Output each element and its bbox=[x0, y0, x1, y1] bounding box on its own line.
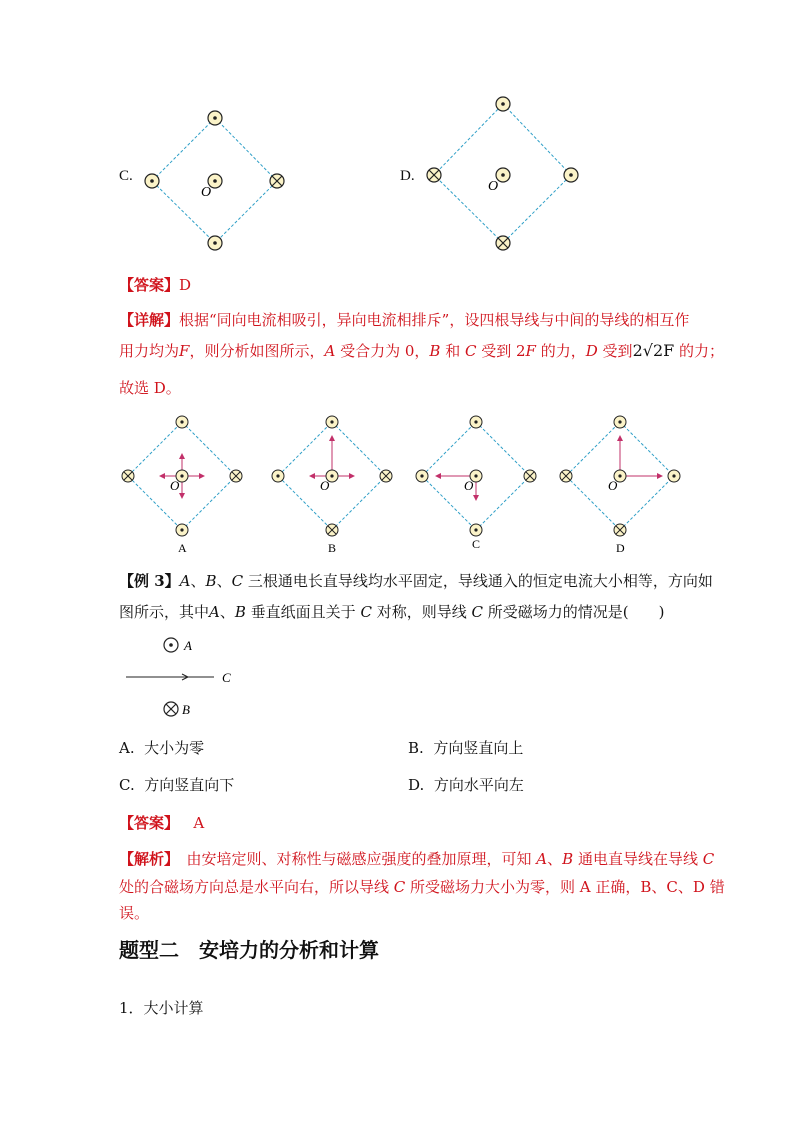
answer-value: D bbox=[179, 276, 192, 294]
svg-text:O: O bbox=[170, 478, 180, 493]
answer-value: A bbox=[193, 814, 205, 832]
option-d[interactable]: D. 方向水平向左 bbox=[408, 776, 524, 794]
answer-2 bbox=[119, 812, 204, 834]
option-b[interactable]: B. 方向竖直向上 bbox=[408, 739, 524, 757]
diagram-label-b: B bbox=[328, 541, 337, 555]
wire-in-icon bbox=[270, 174, 284, 188]
detail-line-3: 故选 D。 bbox=[119, 379, 181, 397]
analysis-line-1: 【解析】 由安培定则、对称性与磁感应强度的叠加原理，可知 A、B 通电直导线在导线 C bbox=[119, 850, 715, 868]
option-c-label: C. bbox=[119, 168, 133, 184]
option-a[interactable]: A. 大小为零 bbox=[119, 739, 205, 757]
section-title: 题型二 安培力的分析和计算 bbox=[119, 938, 379, 962]
wire-in-icon bbox=[427, 168, 441, 182]
diagram-label-d: D bbox=[616, 541, 625, 555]
center-label-o: O bbox=[201, 185, 212, 200]
svg-text:O: O bbox=[464, 478, 474, 493]
wire-out-icon bbox=[145, 174, 159, 188]
force-diagram-c bbox=[416, 416, 536, 551]
analysis-tag: 【解析】 bbox=[119, 850, 172, 868]
svg-text:O: O bbox=[608, 478, 618, 493]
svg-text:A: A bbox=[184, 638, 192, 653]
diagram-option-c bbox=[140, 106, 290, 256]
example3-figure bbox=[120, 632, 250, 722]
answer-1 bbox=[119, 274, 191, 296]
wire-out-icon bbox=[496, 97, 510, 111]
example3-line-1: 【例 3】A、B、C 三根通电长直导线均水平固定，导线通入的恒定电流大小相等，方向如 bbox=[119, 572, 713, 590]
wire-out-icon bbox=[208, 236, 222, 250]
wire-out-icon bbox=[564, 168, 578, 182]
detail-line-2: 用力均为F，则分析如图所示，A 受合力为 0，B 和 C 受到 2F 的力，D 受到2√2F 的力； bbox=[119, 341, 724, 360]
svg-text:C: C bbox=[222, 670, 231, 685]
force-diagram-b bbox=[272, 416, 392, 555]
option-c[interactable]: C. 方向竖直向下 bbox=[119, 776, 235, 794]
wire-in-icon bbox=[496, 236, 510, 250]
answer-tag: 【答案】 bbox=[119, 276, 180, 294]
example3-tag: 【例 3】 bbox=[119, 572, 180, 590]
svg-text:O: O bbox=[320, 478, 330, 493]
force-diagram-a bbox=[122, 416, 242, 555]
wire-b-in-icon bbox=[164, 702, 178, 716]
diagram-option-d bbox=[420, 92, 586, 258]
option-d-label: D. bbox=[400, 168, 415, 184]
center-label-o: O bbox=[488, 179, 499, 194]
detail-tag: 【详解】 bbox=[119, 311, 180, 329]
answer-tag: 【答案】 bbox=[119, 814, 180, 832]
force-diagram-d bbox=[560, 416, 680, 555]
svg-text:B: B bbox=[182, 702, 190, 717]
force-diagrams bbox=[110, 408, 700, 558]
analysis-line-2: 处的合磁场方向总是水平向右，所以导线 C 所受磁场力大小为零，则 A 正确，B、C、D 错 bbox=[119, 878, 725, 896]
wire-a-out-icon bbox=[164, 638, 178, 652]
diagram-label-c: C bbox=[472, 537, 481, 551]
detail-line-1: 【详解】根据“同向电流相吸引，异向电流相排斥”，设四根导线与中间的导线的相互作 bbox=[119, 311, 690, 329]
wire-out-icon bbox=[208, 111, 222, 125]
formula: 2√2F bbox=[632, 341, 675, 360]
item-1: 1．大小计算 bbox=[119, 999, 204, 1017]
analysis-line-3: 误。 bbox=[119, 904, 150, 922]
example3-line-2: 图所示，其中A、B 垂直纸面且关于 C 对称，则导线 C 所受磁场力的情况是( ) bbox=[119, 603, 665, 621]
diagram-label-a: A bbox=[178, 541, 187, 555]
